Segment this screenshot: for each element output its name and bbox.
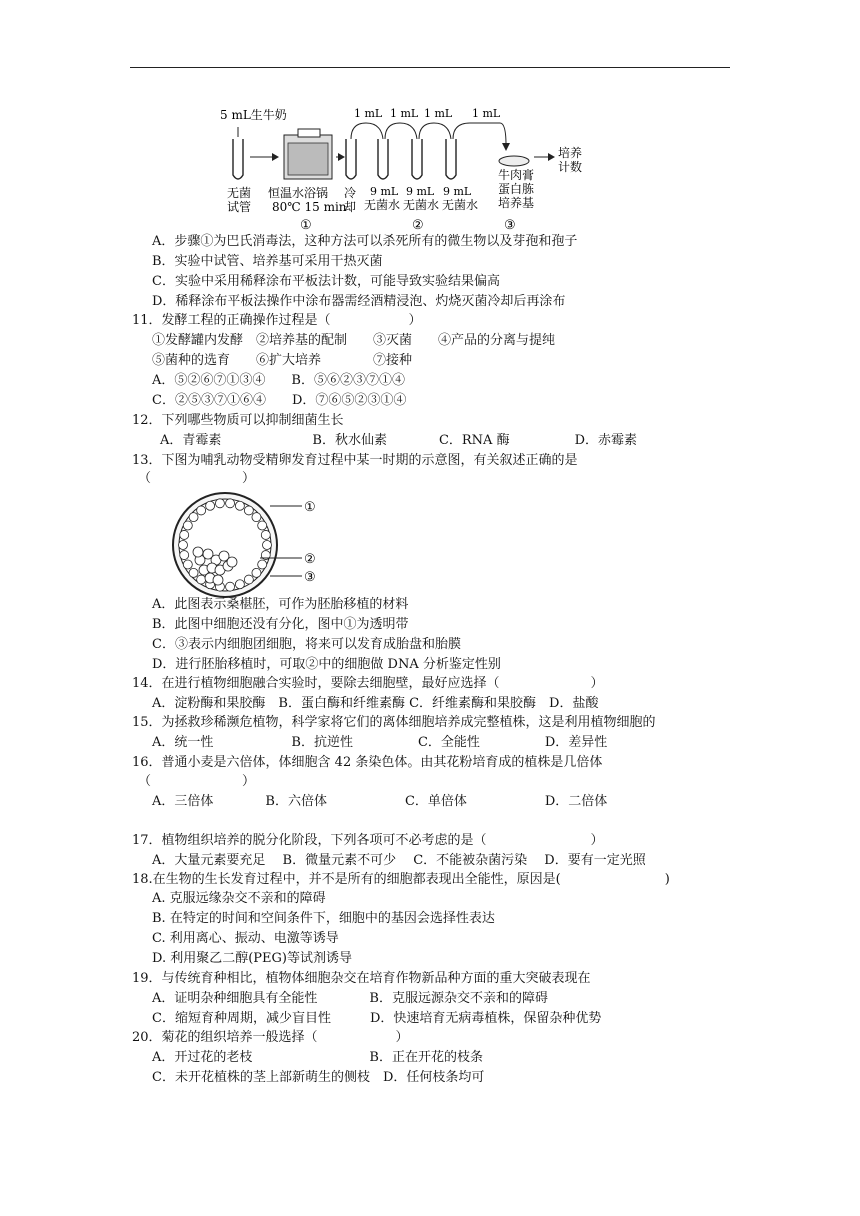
text-line: ⑤菌种的选育 ⑥扩大培养 ⑦接种 [152,353,413,368]
trophoblast-cell [180,530,189,539]
svg-text:③: ③ [504,218,516,233]
svg-text:却: 却 [344,200,357,214]
question-text: 14．在进行植物细胞融合实验时，要除去细胞壁，最好应选择（ ） [132,676,604,691]
question-text: 12．下列哪些物质可以抑制细菌生长 [132,413,344,428]
question-text: 19．与传统育种相比，植物体细胞杂交在培育作物新品种方面的重大突破表现在 [132,971,591,986]
trophoblast-cell [183,560,192,569]
svg-text:培养: 培养 [558,146,583,160]
milk-label: 5 mL生牛奶 [220,108,287,122]
option-text: C．实验中采用稀释涂布平板法计数，可能导致实验结果偏高 [152,274,500,289]
trophoblast-cell [258,521,267,530]
trophoblast-cell [252,513,261,522]
trophoblast-cell [197,575,206,584]
option-text: D．稀释涂布平板法操作中涂布器需经酒精浸泡、灼烧灭菌冷却后再涂布 [152,294,566,309]
text-line: （ ） [138,471,256,486]
question-text: 11．发酵工程的正确操作过程是（ ） [132,313,422,328]
svg-text:无菌: 无菌 [227,186,252,200]
svg-text:9 mL: 9 mL [370,185,399,198]
trophoblast-cell [189,568,198,577]
svg-text:9 mL: 9 mL [443,185,472,198]
trophoblast-cell [258,560,267,569]
svg-text:1 mL: 1 mL [354,107,383,120]
option-text: A．淀粉酶和果胶酶 B．蛋白酶和纤维素酶 C．纤维素酶和果胶酶 D．盐酸 [152,696,599,711]
svg-text:9 mL: 9 mL [406,185,435,198]
svg-text:③: ③ [304,570,316,585]
trophoblast-cell [226,499,235,508]
option-text: C．②⑤③⑦①⑥④ D．⑦⑥⑤②③①④ [152,393,407,408]
dilution-diagram [200,105,600,235]
blastocyst-diagram [170,490,330,600]
option-text: A．此图表示桑椹胚，可作为胚胎移植的材料 [152,597,409,612]
question-text: 15．为拯救珍稀濒危植物，科学家将它们的离体细胞培养成完整植株，这是利用植物细胞的 [132,715,656,730]
trophoblast-cell [235,501,244,510]
header-rule [130,67,730,68]
svg-text:恒温水浴锅: 恒温水浴锅 [268,186,329,200]
inner-cell [193,547,203,557]
option-text: C．未开花植株的茎上部新萌生的侧枝 D．任何枝条均可 [152,1070,485,1085]
question-text: 17．植物组织培养的脱分化阶段，下列各项可不必考虑的是（ ） [132,833,604,848]
svg-text:试管: 试管 [227,200,252,214]
option-text: D. 利用聚乙二醇(PEG)等试剂诱导 [152,951,352,966]
option-text: A．⑤②⑥⑦①③④ B．⑤⑥②③⑦①④ [152,373,405,388]
option-text: A．统一性 B．抗逆性 C．全能性 D．差异性 [152,735,608,750]
trophoblast-cell [206,501,215,510]
svg-text:冷: 冷 [344,186,357,200]
trophoblast-cell [244,506,253,515]
svg-text:80℃ 15 min: 80℃ 15 min [272,200,347,214]
svg-text:无菌水: 无菌水 [364,198,401,212]
svg-text:无菌水: 无菌水 [403,198,440,212]
svg-text:1 mL: 1 mL [424,107,453,120]
svg-text:②: ② [304,552,316,567]
option-text: A．三倍体 B．六倍体 C．单倍体 D．二倍体 [152,794,608,809]
option-text: C．缩短育种周期，减少盲目性 D．快速培育无病毒植株，保留杂种优势 [152,1011,602,1026]
svg-text:①: ① [300,218,312,233]
svg-text:蛋白胨: 蛋白胨 [498,182,535,196]
trophoblast-cell [261,530,270,539]
svg-text:①: ① [304,500,316,515]
question-text: 16．普通小麦是六倍体，体细胞含 42 条染色体。由其花粉培育成的植株是几倍体 [132,755,603,770]
question-text: 13．下图为哺乳动物受精卵发育过程中某一时期的示意图，有关叙述正确的是 [132,453,578,468]
svg-text:无菌水: 无菌水 [442,198,479,212]
svg-text:牛肉膏: 牛肉膏 [498,168,535,182]
trophoblast-cell [179,541,188,550]
question-text: 20．菊花的组织培养一般选择（ ） [132,1030,409,1045]
inner-cell [213,575,223,585]
trophoblast-cell [263,541,272,550]
option-text: C. 利用离心、振动、电激等诱导 [152,931,339,946]
trophoblast-cell [244,575,253,584]
inner-cell [227,557,237,567]
trophoblast-cell [226,582,235,591]
text-line: （ ） [138,774,256,789]
trophoblast-cell [180,551,189,560]
option-text: B. 在特定的时间和空间条件下，细胞中的基因会选择性表达 [152,911,495,926]
option-text: A．证明杂种细胞具有全能性 B．克服远源杂交不亲和的障碍 [152,991,548,1006]
option-text: B．实验中试管、培养基可采用干热灭菌 [152,254,383,269]
svg-text:培养基: 培养基 [498,196,535,210]
option-text: A．大量元素要充足 B．微量元素不可少 C．不能被杂菌污染 D．要有一定光照 [152,853,646,868]
option-text: D．进行胚胎移植时，可取②中的细胞做 DNA 分析鉴定性别 [152,657,501,672]
trophoblast-cell [235,580,244,589]
trophoblast-cell [183,521,192,530]
svg-text:1 mL: 1 mL [472,107,501,120]
option-text: A．开过花的老枝 B．正在开花的枝条 [152,1050,483,1065]
option-text: A. 克服远缘杂交不亲和的障碍 [152,891,326,906]
svg-text:1 mL: 1 mL [390,107,419,120]
text-line: ①发酵罐内发酵 ②培养基的配制 ③灭菌 ④产品的分离与提纯 [152,333,556,348]
svg-text:计数: 计数 [558,160,583,174]
option-text: C．③表示内细胞团细胞，将来可以发育成胎盘和胎膜 [152,637,461,652]
option-text: A．步骤①为巴氏消毒法，这种方法可以杀死所有的微生物以及芽孢和孢子 [152,234,578,249]
trophoblast-cell [252,568,261,577]
option-text: B．此图中细胞还没有分化，图中①为透明带 [152,617,409,632]
trophoblast-cell [215,499,224,508]
trophoblast-cell [189,513,198,522]
option-text: A．青霉素 B．秋水仙素 C．RNA 酶 D．赤霉素 [160,433,637,448]
trophoblast-cell [197,506,206,515]
question-text: 18.在生物的生长发育过程中，并不是所有的细胞都表现出全能性，原因是( ) [132,872,670,887]
svg-text:②: ② [412,218,424,233]
